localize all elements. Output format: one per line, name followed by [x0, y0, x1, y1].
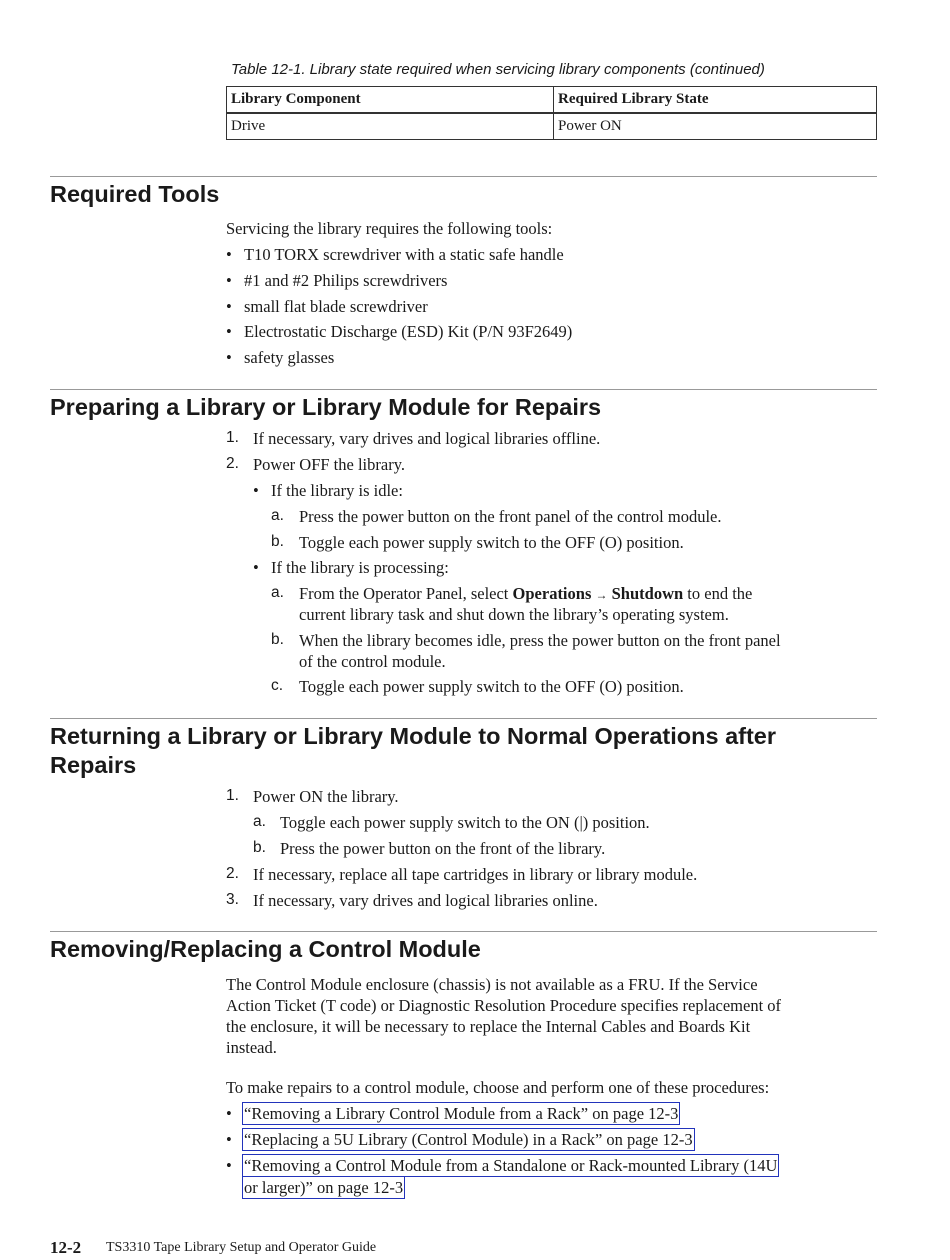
- table-header-cell: Required Library State: [554, 87, 877, 114]
- substep-text: When the library becomes idle, press the power button on the front panel: [299, 631, 781, 650]
- section-heading-returning-line2: Repairs: [50, 752, 137, 778]
- link-removing-control-module-rack[interactable]: “Removing a Library Control Module from a Rack” on page 12-3: [244, 1104, 679, 1123]
- section-heading-required-tools: Required Tools: [50, 181, 220, 207]
- step-text: If necessary, vary drives and logical libraries online.: [253, 891, 598, 910]
- link-replacing-5u-library[interactable]: “Replacing a 5U Library (Control Module) in a Rack” on page 12-3: [244, 1130, 693, 1149]
- substep-text: Toggle each power supply switch to the OFF (O) position.: [299, 533, 684, 552]
- substep-text: of the control module.: [299, 652, 446, 671]
- case-label: If the library is processing:: [271, 558, 449, 577]
- section-divider: [50, 176, 877, 177]
- procedures-intro: To make repairs to a control module, choose and perform one of these procedures:: [226, 1078, 770, 1097]
- table-row: [227, 113, 877, 140]
- step-text: If necessary, replace all tape cartridges in library or library module.: [253, 865, 698, 884]
- substep-text: Press the power button on the front panel of the control module.: [299, 507, 722, 526]
- step-text: Power ON the library.: [253, 787, 399, 806]
- section-divider: [50, 931, 877, 932]
- section-divider: [50, 389, 877, 390]
- service-state-table: [226, 86, 877, 140]
- menu-path-operations: Operations: [512, 584, 592, 603]
- fru-paragraph: The Control Module enclosure (chassis) is not available as a FRU. If the Service Action Ticket (T code) or Diagnostic Resolution Procedure specifies replacement of the enclosure, it will be necessary to replace the Internal Cables and Boards Kit instead.: [226, 975, 782, 1057]
- substep-text: Toggle each power supply switch to the ON (|) position.: [280, 813, 650, 832]
- table-caption: Table 12-1. Library state required when servicing library components (continued): [231, 61, 765, 78]
- substep-text: Press the power button on the front of the library.: [280, 839, 606, 858]
- section-heading-control-module: Removing/Replacing a Control Module: [50, 936, 481, 962]
- substep-text: From the Operator Panel, select Operations → Shutdown to end the: [299, 584, 753, 603]
- substep-text: current library task and shut down the library’s operating system.: [299, 605, 729, 624]
- table-header-cell: Library Component: [227, 87, 554, 114]
- section-divider: [50, 718, 877, 719]
- menu-path-shutdown: Shutdown: [611, 584, 684, 603]
- table-cell: Drive: [227, 113, 554, 140]
- link-removing-control-module-standalone-cont[interactable]: or larger)” on page 12-3: [244, 1178, 404, 1197]
- link-removing-control-module-standalone[interactable]: “Removing a Control Module from a Standalone or Rack-mounted Library (14U: [244, 1156, 778, 1175]
- step-text: Power OFF the library.: [253, 455, 405, 474]
- section-heading-returning-line1: Returning a Library or Library Module to Normal Operations after: [50, 723, 776, 749]
- page-number: 12-2: [50, 1238, 82, 1257]
- table-header-row: [227, 87, 877, 114]
- table-cell: Power ON: [554, 113, 877, 140]
- section-heading-preparing: Preparing a Library or Library Module for Repairs: [50, 394, 602, 420]
- book-title: TS3310 Tape Library Setup and Operator Guide: [106, 1240, 377, 1255]
- tools-intro: Servicing the library requires the following tools:: [226, 219, 553, 238]
- substep-text: Toggle each power supply switch to the OFF (O) position.: [299, 677, 684, 696]
- arrow-icon: →: [595, 588, 608, 602]
- case-label: If the library is idle:: [271, 481, 403, 500]
- step-text: If necessary, vary drives and logical libraries offline.: [253, 429, 601, 448]
